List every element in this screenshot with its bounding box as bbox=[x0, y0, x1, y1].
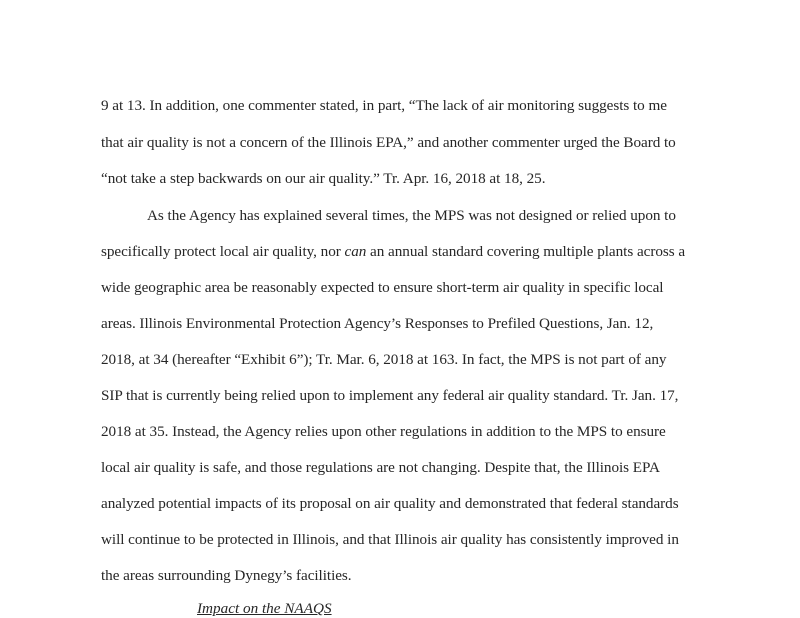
text-line-14: the areas surrounding Dynegy’s facilities. bbox=[101, 567, 352, 584]
text-line-7: areas. Illinois Environmental Protection Agency’s Responses to Prefiled Questions, Jan. 12, bbox=[101, 315, 654, 332]
text-line-1: 9 at 13. In addition, one commenter stated, in part, “The lack of air monitoring suggests to me bbox=[101, 97, 667, 114]
text-line-5 bbox=[101, 243, 685, 261]
text-line-3: “not take a step backwards on our air quality.” Tr. Apr. 16, 2018 at 18, 25. bbox=[101, 170, 546, 187]
text-line-2: that air quality is not a concern of the Illinois EPA,” and another commenter urged the Board to bbox=[101, 134, 676, 151]
text-line-4: As the Agency has explained several times, the MPS was not designed or relied upon to bbox=[147, 207, 676, 224]
text-line-11: local air quality is safe, and those regulations are not changing. Despite that, the Illinois EPA bbox=[101, 459, 660, 476]
text-line-6: wide geographic area be reasonably expected to ensure short-term air quality in specific local bbox=[101, 279, 664, 296]
emphasis-can: can bbox=[344, 243, 367, 260]
text-line-5-end: an annual standard covering multiple plants across a bbox=[366, 243, 686, 260]
text-line-10: 2018 at 35. Instead, the Agency relies upon other regulations in addition to the MPS to ensure bbox=[101, 423, 666, 440]
text-line-13: will continue to be protected in Illinois, and that Illinois air quality has consistently improved in bbox=[101, 531, 679, 548]
text-line-12: analyzed potential impacts of its proposal on air quality and demonstrated that federal standards bbox=[101, 495, 679, 512]
section-heading: Impact on the NAAQS bbox=[197, 600, 332, 617]
text-line-9: SIP that is currently being relied upon to implement any federal air quality standard. Tr. Jan. 17, bbox=[101, 387, 679, 404]
text-line-5-start: specifically protect local air quality, nor bbox=[101, 243, 341, 260]
text-line-8: 2018, at 34 (hereafter “Exhibit 6”); Tr. Mar. 6, 2018 at 163. In fact, the MPS is not part of any bbox=[101, 351, 667, 368]
